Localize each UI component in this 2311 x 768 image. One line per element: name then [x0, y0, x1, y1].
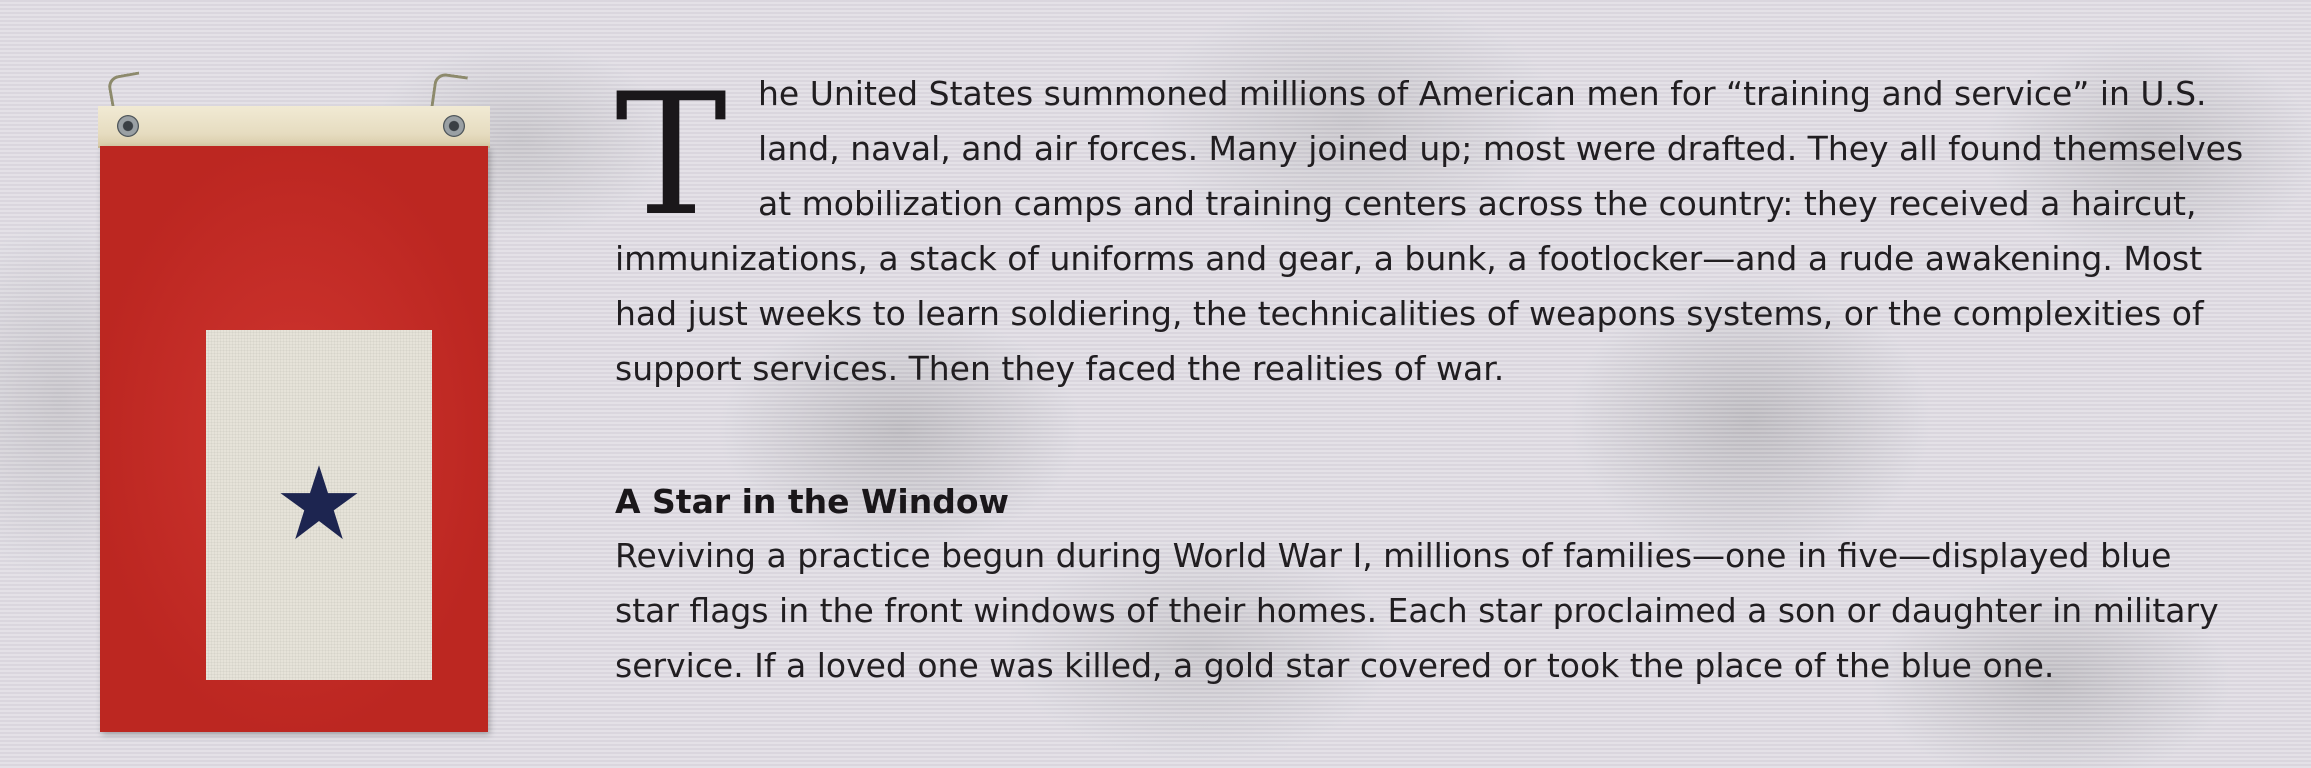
grommet-right [443, 115, 465, 137]
service-flag-image [80, 70, 500, 735]
flag-hem [98, 106, 490, 148]
intro-line: at mobilization camps and training centers across the country: they received a haircut, [758, 184, 2197, 223]
intro-line: he United States summoned millions of American men for “training and service” in U.S. [758, 74, 2207, 113]
flag-red-field [100, 146, 488, 732]
section-line: service. If a loved one was killed, a gold star covered or took the place of the blue one. [615, 646, 2055, 685]
section-heading: A Star in the Window [615, 482, 1010, 521]
intro-line: land, naval, and air forces. Many joined up; most were drafted. They all found themselves [758, 129, 2244, 168]
section-line: Reviving a practice begun during World War I, millions of families—one in five—displayed blue [615, 536, 2172, 575]
intro-line: immunizations, a stack of uniforms and gear, a bunk, a footlocker—and a rude awakening. Most [615, 239, 2203, 278]
section-line: star flags in the front windows of their homes. Each star proclaimed a son or daughter in military [615, 591, 2219, 630]
drop-cap: T [615, 57, 728, 253]
flag-white-panel [206, 330, 432, 680]
grommet-left [117, 115, 139, 137]
intro-line: had just weeks to learn soldiering, the technicalities of weapons systems, or the complexities of [615, 294, 2204, 333]
blue-star-icon [278, 462, 360, 544]
intro-line: support services. Then they faced the realities of war. [615, 349, 1505, 388]
